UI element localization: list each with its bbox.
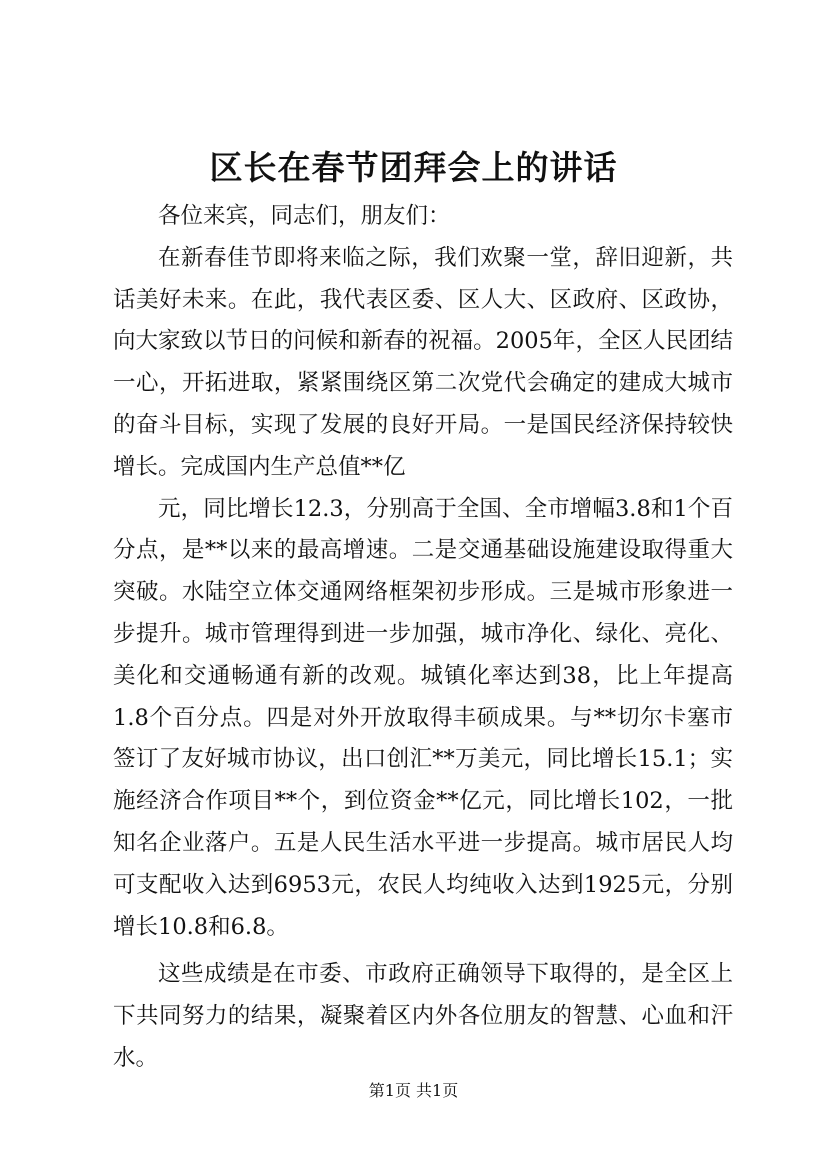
page-footer: 第1页 共1页 [368, 1081, 459, 1100]
opening-paragraph: 在新春佳节即将来临之际，我们欢聚一堂，辞旧迎新，共话美好未来。在此，我代表区委、区人大、区政府、区政协，向大家致以节日的问候和新春的祝福。2005年，全区人民团结一心，开拓进取，紧紧围绕区第二次党代会确定的建成大城市的奋斗目标，实现了发展的良好开局。一是国民经济保持较快增长。完成国内生产总值**亿 [113, 244, 733, 480]
closing-paragraph: 这些成绩是在市委、市政府正确领导下取得的，是全区上下共同努力的结果，凝聚着区内外各位朋友的智慧、心血和汗水。 [113, 961, 733, 1071]
document-title: 区长在春节团拜会上的讲话 [209, 148, 618, 187]
achievements-paragraph: 元，同比增长12.3，分别高于全国、全市增幅3.8和1个百分点，是**以来的最高增速。二是交通基础设施建设取得重大突破。水陆空立体交通网络框架初步形成。三是城市形象进一步提升。城市管理得到进一步加强，城市净化、绿化、亮化、美化和交通畅通有新的改观。城镇化率达到38，比上年提高1.8个百分点。四是对外开放取得丰硕成果。与**切尔卡塞市签订了友好城市协议，出口创汇**万美元，同比增长15.1；实施经济合作项目**个，到位资金**亿元，同比增长102，一批知名企业落户。五是人民生活水平进一步提高。城市居民人均可支配收入达到6953元，农民人均纯收入达到1925元，分别增长10.8和6.8。 [113, 495, 733, 940]
salutation-paragraph: 各位来宾，同志们，朋友们： [158, 203, 451, 229]
document-body [113, 196, 733, 1080]
